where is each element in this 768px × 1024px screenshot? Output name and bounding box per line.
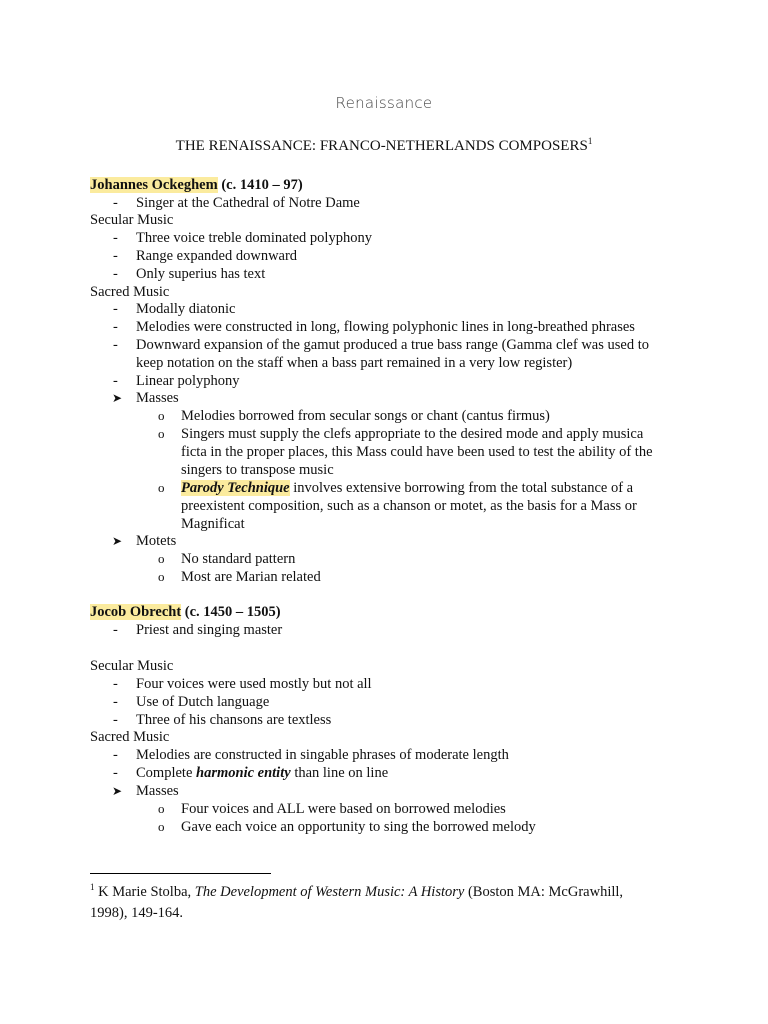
list-item: Only superius has text: [136, 266, 266, 282]
list-item: Priest and singing master: [136, 622, 283, 638]
list-item: Four voices and ALL were based on borrowed melodies: [181, 801, 506, 817]
composer-name: Jocob Obrecht: [90, 604, 182, 620]
circle-bullet: o: [158, 426, 165, 441]
section-label: Secular Music: [90, 658, 174, 674]
footnote-divider: [90, 873, 271, 874]
dash-bullet: -: [113, 765, 118, 781]
subsection-label: Masses: [136, 783, 179, 799]
section-label: Sacred Music: [90, 284, 170, 300]
footnote-mark: 1: [90, 882, 95, 893]
list-item: Singers must supply the clefs appropriate to the desired mode and apply musica: [181, 426, 644, 442]
dash-bullet: -: [113, 337, 118, 353]
list-item: Modally diatonic: [136, 301, 236, 317]
list-item: Three voice treble dominated polyphony: [136, 230, 372, 246]
dash-bullet: -: [113, 248, 118, 264]
list-item: Three of his chansons are textless: [136, 712, 332, 728]
subsection-label: Masses: [136, 390, 179, 406]
dash-bullet: -: [113, 266, 118, 282]
dash-bullet: -: [113, 676, 118, 692]
list-item: Use of Dutch language: [136, 694, 270, 710]
list-item: Four voices were used mostly but not all: [136, 676, 372, 692]
list-item: No standard pattern: [181, 551, 296, 567]
footnote-author: K Marie Stolba,: [94, 884, 195, 900]
complete-post: than line on line: [290, 765, 389, 781]
dash-bullet: -: [113, 373, 118, 389]
list-item: Melodies borrowed from secular songs or chant (cantus firmus): [181, 408, 550, 424]
dash-bullet: -: [113, 301, 118, 317]
dash-bullet: -: [113, 319, 118, 335]
footnote-publisher: (Boston MA: McGrawhill,: [464, 884, 624, 900]
page-title: Renaissance: [335, 94, 433, 112]
composer-heading-obrecht: [90, 603, 281, 621]
dash-bullet: -: [113, 195, 118, 211]
composer-dates: (c. 1450 – 1505): [181, 604, 281, 620]
arrow-bullet-icon: ➤: [112, 391, 123, 405]
section-label: Sacred Music: [90, 729, 170, 745]
harmonic-entity-term: harmonic entity: [196, 765, 291, 781]
footnote-ref: 1: [587, 136, 593, 146]
list-item-continuation: Magnificat: [181, 516, 245, 532]
list-item: Range expanded downward: [136, 248, 298, 264]
parody-technique-term: Parody Technique: [181, 480, 290, 496]
list-item-continuation: keep notation on the staff when a bass part remained in a very low register): [136, 355, 573, 371]
heading-text: THE RENAISSANCE: FRANCO-NETHERLANDS COMPOSERS: [175, 138, 588, 154]
document-heading: [0, 138, 768, 155]
list-item: Singer at the Cathedral of Notre Dame: [136, 195, 360, 211]
composer-dates: (c. 1410 – 97): [217, 177, 303, 193]
dash-bullet: -: [113, 712, 118, 728]
list-item-continuation: ficta in the proper places, this Mass could have been used to test the ability of the: [181, 444, 653, 460]
dash-bullet: -: [113, 747, 118, 763]
composer-name: Johannes Ockeghem: [90, 177, 218, 193]
arrow-bullet-icon: ➤: [112, 784, 123, 798]
list-item-continuation: singers to transpose music: [181, 462, 334, 478]
dash-bullet: -: [113, 230, 118, 246]
dash-bullet: -: [113, 622, 118, 638]
list-item: [181, 479, 633, 497]
composer-heading-ockeghem: [90, 176, 303, 194]
subsection-label: Motets: [136, 533, 177, 549]
arrow-bullet-icon: ➤: [112, 534, 123, 548]
circle-bullet: o: [158, 819, 165, 834]
circle-bullet: o: [158, 408, 165, 423]
dash-bullet: -: [113, 694, 118, 710]
list-item: Most are Marian related: [181, 569, 321, 585]
list-item: Gave each voice an opportunity to sing the borrowed melody: [181, 819, 536, 835]
circle-bullet: o: [158, 569, 165, 584]
footnote-book-title: The Development of Western Music: A History: [194, 884, 465, 900]
list-item: Downward expansion of the gamut produced a true bass range (Gamma clef was used to: [136, 337, 649, 353]
circle-bullet: o: [158, 480, 165, 495]
list-item: Melodies are constructed in singable phrases of moderate length: [136, 747, 509, 763]
list-item: Melodies were constructed in long, flowing polyphonic lines in long-breathed phrases: [136, 319, 635, 335]
parody-text: involves extensive borrowing from the total substance of a: [289, 480, 634, 496]
circle-bullet: o: [158, 551, 165, 566]
footnote-line: [90, 883, 623, 901]
list-item: Linear polyphony: [136, 373, 240, 389]
section-label: Secular Music: [90, 212, 174, 228]
list-item: [136, 764, 388, 782]
complete-pre: Complete: [136, 765, 197, 781]
footnote-line-2: 1998), 149-164.: [90, 905, 184, 921]
circle-bullet: o: [158, 801, 165, 816]
list-item-continuation: preexistent composition, such as a chanson or motet, as the basis for a Mass or: [181, 498, 637, 514]
